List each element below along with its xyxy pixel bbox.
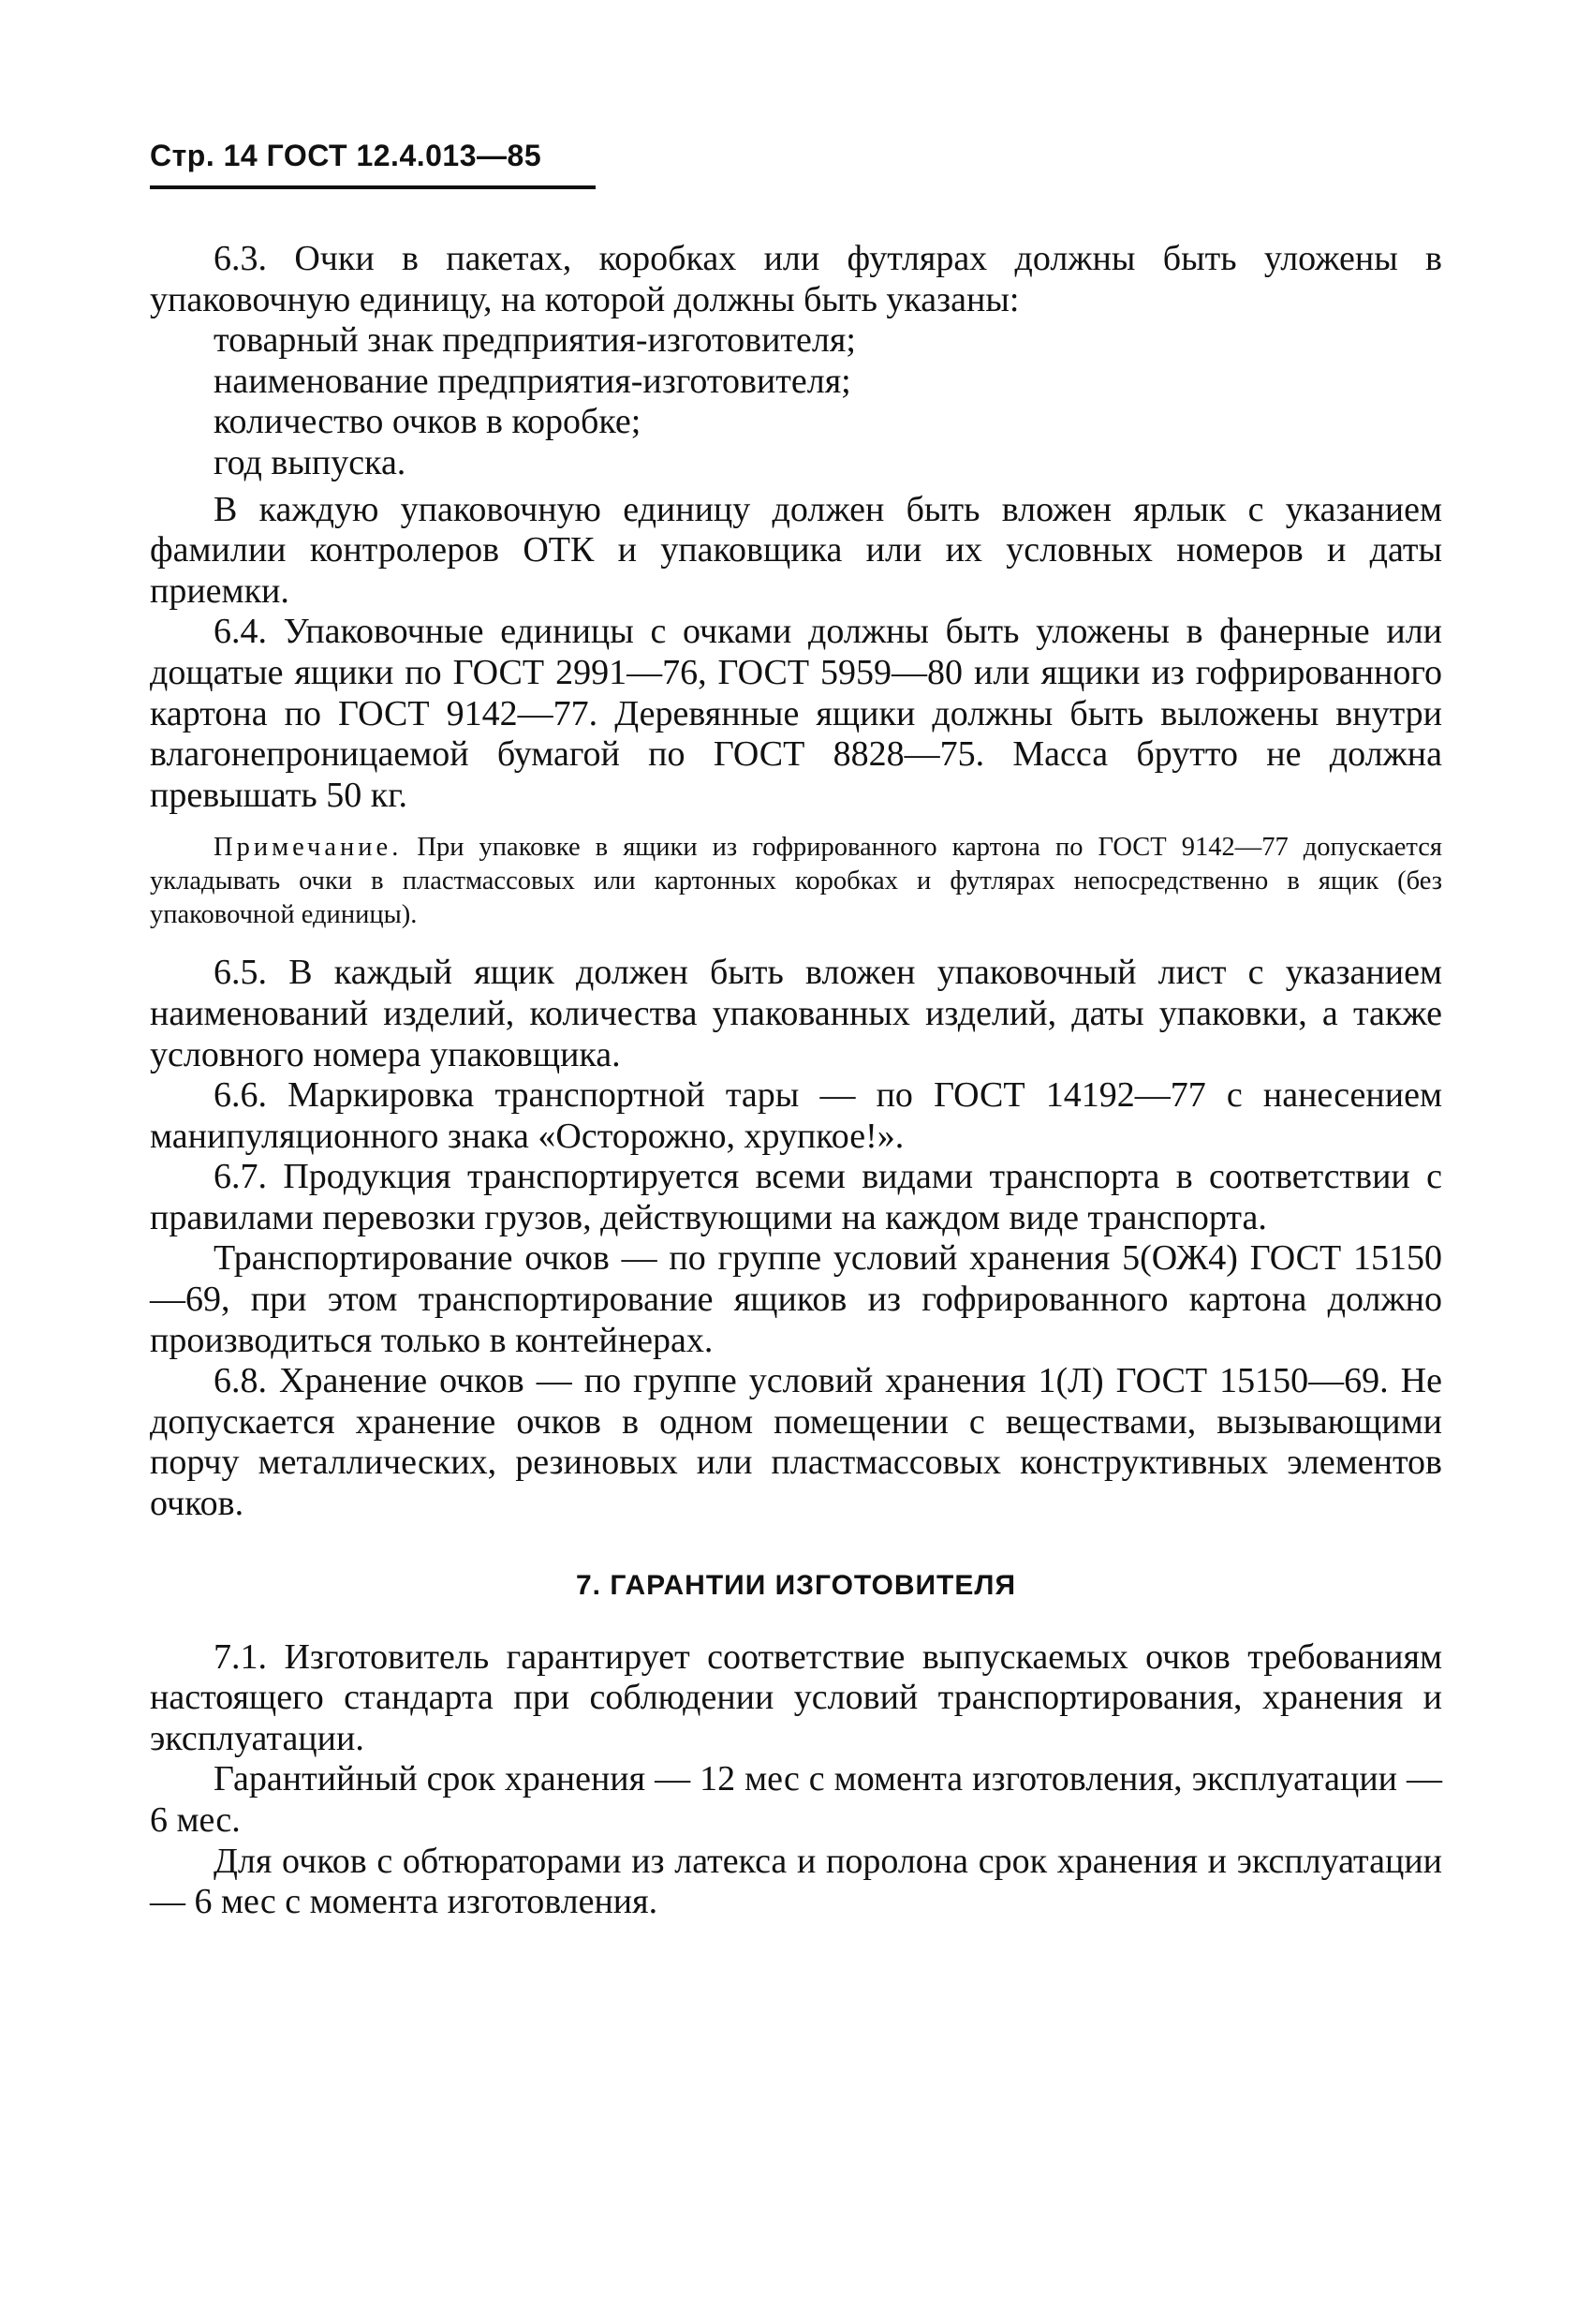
note-text: При упаковке в ящики из гофрированного картона по ГОСТ 9142—77 допускается укладывать очки в пластмассовых или картонных коробках и футлярах непосредственно в ящик (без упаковочной единицы). (150, 833, 1442, 930)
header-rule (150, 185, 596, 189)
section-7-title: 7. ГАРАНТИИ ИЗГОТОВИТЕЛЯ (575, 1569, 1016, 1601)
paragraph-7-1: 7.1. Изготовитель гарантирует соответствие выпускаемых очков требованиям настоящего стандарта при соблюдении условий транспортирования, хранения и эксплуатации. (150, 1636, 1442, 1758)
paragraph-6-7: 6.7. Продукция транспортируется всеми видами транспорта в соответствии с правилами перевозки грузов, действующими на каждом виде транспорта. (150, 1157, 1442, 1237)
list-item: количество очков в коробке; (214, 402, 641, 442)
list-item: товарный знак предприятия-изготовителя; (214, 320, 856, 361)
document-body (150, 239, 1442, 1923)
paragraph-6-5: 6.5. В каждый ящик должен быть вложен упаковочный лист с указанием наименований изделий, количества упакованных изделий, даты упаковки, а также условного номера упаковщика. (150, 953, 1442, 1074)
paragraph-6-6: 6.6. Маркировка транспортной тары — по ГОСТ 14192—77 с нанесением манипуляционного знака «Осторожно, хрупкое!». (150, 1075, 1442, 1156)
note (150, 831, 1442, 932)
page-header: Стр. 14 ГОСТ 12.4.013—85 (150, 139, 542, 172)
paragraph-6-4: 6.4. Упаковочные единицы с очками должны быть уложены в фанерные или дощатые ящики по ГОСТ 2991—76, ГОСТ 5959—80 или ящики из гофрированного картона по ГОСТ 9142—77. Деревянные ящики должны быть выложены внутри влагонепроницаемой бумагой по ГОСТ 8828—75. Масса брутто не должна превышать 50 кг. (150, 612, 1442, 815)
paragraph-6-8: 6.8. Хранение очков — по группе условий хранения 1(Л) ГОСТ 15150—69. Не допускается хранение очков в одном помещении с веществами, вызывающими порчу металлических, резиновых или пластмассовых конструктивных элементов очков. (150, 1361, 1442, 1524)
list-item: наименование предприятия-изготовителя; (214, 361, 851, 401)
paragraph-label-requirement: В каждую упаковочную единицу должен быть вложен ярлык с указанием фамилии контролеров ОТК и упаковщика или их условных номеров и даты приемки. (150, 489, 1442, 611)
paragraph-6-3: 6.3. Очки в пакетах, коробках или футлярах должны быть уложены в упаковочную единицу, на которой должны быть указаны: (150, 239, 1442, 319)
paragraph-6-7-transport: Транспортирование очков — по группе условий хранения 5(ОЖ4) ГОСТ 15150—69, при этом транспортирование ящиков из гофрированного картона должно производиться только в контейнерах. (150, 1238, 1442, 1360)
note-label: Примечание. (214, 833, 403, 863)
paragraph-latex-term: Для очков с обтюраторами из латекса и поролона срок хранения и эксплуатации — 6 мес с момента изготовления. (150, 1841, 1442, 1922)
list-item: год выпуска. (214, 442, 406, 482)
paragraph-warranty-term: Гарантийный срок хранения — 12 мес с момента изготовления, эксплуатации — 6 мес. (150, 1759, 1442, 1840)
